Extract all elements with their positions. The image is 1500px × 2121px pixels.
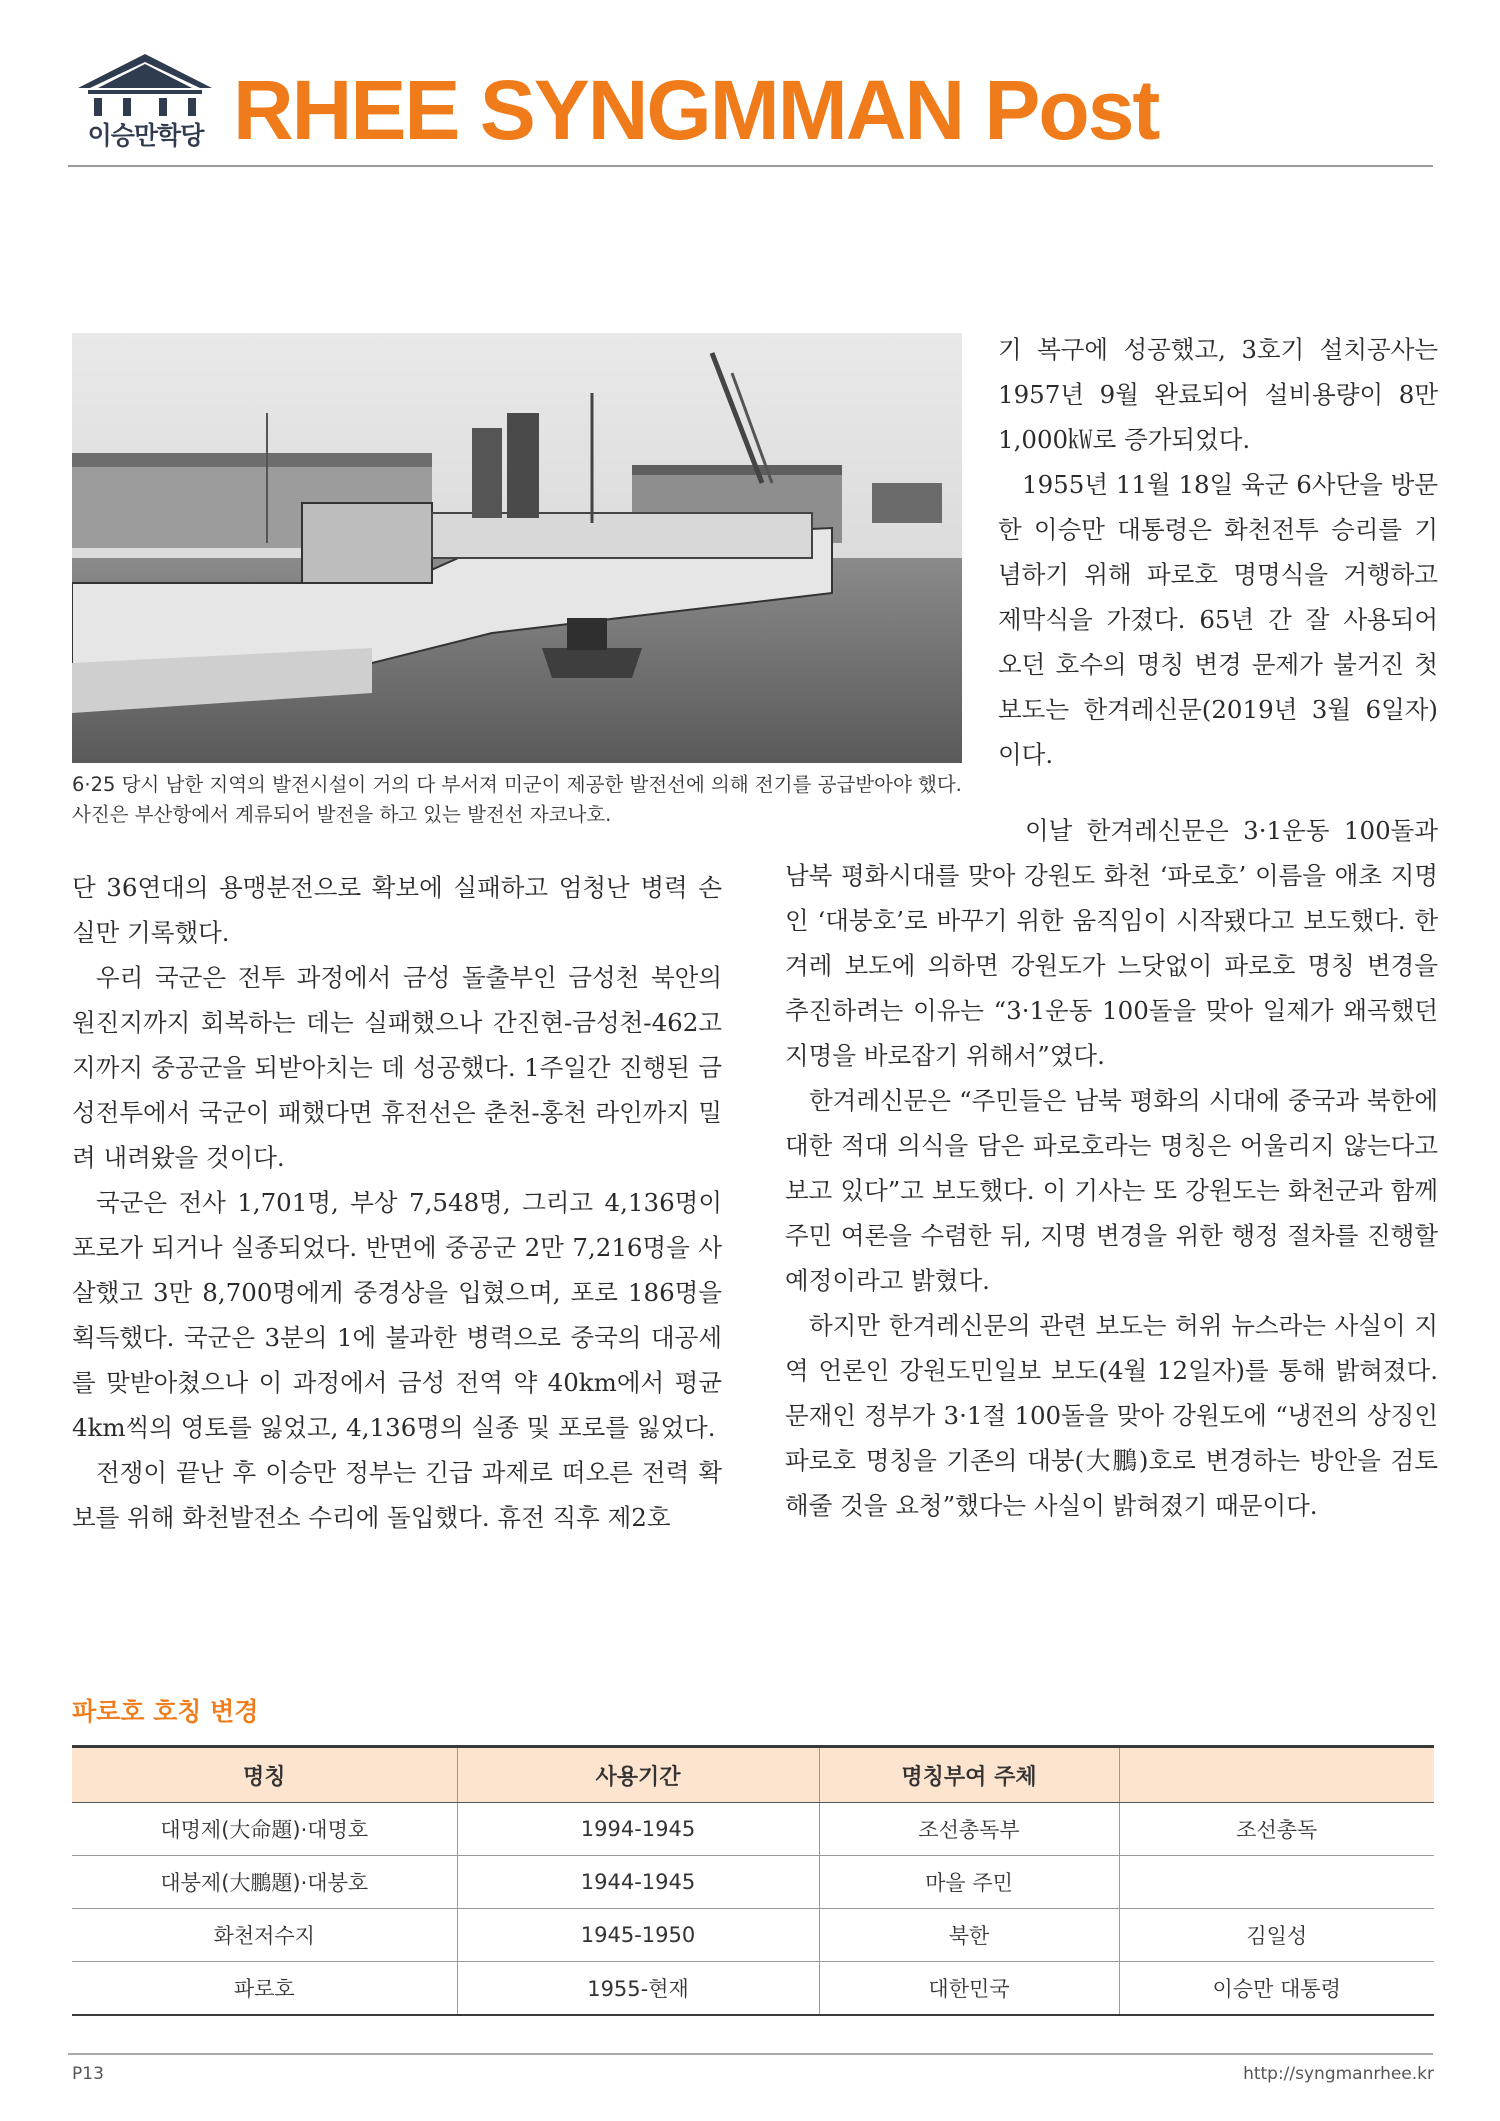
footer-divider: [68, 2053, 1433, 2055]
ship-photo: [72, 333, 962, 763]
paragraph: 1955년 11월 18일 육군 6사단을 방문한 이승만 대통령은 화천전투 승리를 기념하기 위해 파로호 명명식을 거행하고 제막식을 가졌다. 65년 간 잘 사용되어 오던 호수의 명칭 변경 문제가 불거진 첫 보도는 한겨레신문(2019년 3월 6일자)이다.: [998, 470, 1438, 769]
column-header: 명칭: [72, 1747, 457, 1803]
table-row: [72, 1803, 1434, 1856]
column-header: 명칭부여 주체: [819, 1747, 1119, 1803]
photo-caption: 6·25 당시 남한 지역의 발전시설이 거의 다 부서져 미군이 제공한 발전선에 의해 전기를 공급받아야 했다. 사진은 부산항에서 계류되어 발전을 하고 있는 발전선 자코나호.: [72, 773, 962, 826]
table-cell: 대붕제(大鵬題)·대붕호: [72, 1856, 457, 1909]
paragraph: 전쟁이 끝난 후 이승만 정부는 긴급 과제로 떠오른 전력 확보를 위해 화천발전소 수리에 돌입했다. 휴전 직후 제2호: [72, 1458, 722, 1532]
table-row: [72, 1962, 1434, 2016]
paragraph: 하지만 한겨레신문의 관련 보도는 허위 뉴스라는 사실이 지역 언론인 강원도민일보 보도(4월 12일자)를 통해 밝혀졌다. 문재인 정부가 3·1절 100돌을 맞아 강원도에 “냉전의 상징인 파로호 명칭을 기존의 대붕(大鵬)호로 변경하는 방안을 검토해줄 것을 요청”했다는 사실이 밝혀졌기 때문이다.: [785, 1311, 1438, 1520]
table-header-row: [72, 1747, 1434, 1803]
paragraph: 단 36연대의 용맹분전으로 확보에 실패하고 엄청난 병력 손실만 기록했다.: [72, 873, 722, 947]
table-title: 파로호 호칭 변경: [72, 1697, 259, 1726]
name-change-table: [72, 1745, 1434, 2016]
paragraph: 이날 한겨레신문은 3·1운동 100돌과 남북 평화시대를 맞아 강원도 화천 ‘파로호’ 이름을 애초 지명인 ‘대붕호’로 바꾸기 위한 움직임이 시작됐다고 보도했다. 한겨레 보도에 의하면 강원도가 느닷없이 파로호 명칭 변경을 추진하려는 이유는 “3·1운동 100돌을 맞아 일제가 왜곡했던 지명을 바로잡기 위해서”였다.: [785, 816, 1438, 1070]
paragraph: 한겨레신문은 “주민들은 남북 평화의 시대에 중국과 북한에 대한 적대 의식을 담은 파로호라는 명칭은 어울리지 않는다고 보고 있다”고 보도했다. 이 기사는 또 강원도는 화천군과 함께 주민 여론을 수렴한 뒤, 지명 변경을 위한 행정 절차를 진행할 예정이라고 밝혔다.: [785, 1086, 1438, 1295]
table-row: [72, 1909, 1434, 1962]
header-divider: [68, 165, 1433, 167]
column-header: [1119, 1747, 1434, 1803]
table-cell: [1119, 1856, 1434, 1909]
column-header: 사용기간: [457, 1747, 819, 1803]
table-cell: 이승만 대통령: [1119, 1962, 1434, 2016]
paragraph: 우리 국군은 전투 과정에서 금성 돌출부인 금성천 북안의 원진지까지 회복하는 데는 실패했으나 간진현-금성천-462고지까지 중공군을 되받아치는 데 성공했다. 1주일간 진행된 금성전투에서 국군이 패했다면 휴전선은 춘천-홍천 라인까지 밀려 내려왔을 것이다.: [72, 963, 722, 1172]
logo: [68, 50, 223, 160]
table-cell: 조선총독: [1119, 1803, 1434, 1856]
table-cell: 조선총독부: [819, 1803, 1119, 1856]
table-cell: 1945-1950: [457, 1909, 819, 1962]
table-cell: 김일성: [1119, 1909, 1434, 1962]
article-column-right: [785, 808, 1438, 1528]
table-cell: 대명제(大命題)·대명호: [72, 1803, 457, 1856]
house-logo-icon: [68, 50, 223, 120]
logo-text: 이승만학당: [87, 121, 204, 150]
table-cell: 화천저수지: [72, 1909, 457, 1962]
table-cell: 마을 주민: [819, 1856, 1119, 1909]
publication-title: RHEE SYNGMMAN Post: [233, 63, 1159, 157]
table-cell: 파로호: [72, 1962, 457, 2016]
footer-url[interactable]: http://syngmanrhee.kr: [1243, 2064, 1434, 2084]
page-number: P13: [72, 2064, 104, 2084]
article-column-left: [72, 865, 722, 1540]
table-cell: 1955-현재: [457, 1962, 819, 2016]
table-cell: 1944-1945: [457, 1856, 819, 1909]
table-cell: 대한민국: [819, 1962, 1119, 2016]
table-cell: 1994-1945: [457, 1803, 819, 1856]
page-header: [68, 50, 1433, 165]
paragraph: 국군은 전사 1,701명, 부상 7,548명, 그리고 4,136명이 포로가 되거나 실종되었다. 반면에 중공군 2만 7,216명을 사살했고 3만 8,700명에게 중경상을 입혔으며, 포로 186명을 획득했다. 국군은 3분의 1에 불과한 병력으로 중국의 대공세를 맞받아쳤으나 이 과정에서 금성 전역 약 40km에서 평균 4km씩의 영토를 잃었고, 4,136명의 실종 및 포로를 잃었다.: [72, 1188, 722, 1442]
paragraph: 기 복구에 성공했고, 3호기 설치공사는 1957년 9월 완료되어 설비용량이 8만 1,000㎾로 증가되었다.: [998, 335, 1438, 454]
table-row: [72, 1856, 1434, 1909]
article-column-right-top: [998, 327, 1438, 777]
table-cell: 북한: [819, 1909, 1119, 1962]
